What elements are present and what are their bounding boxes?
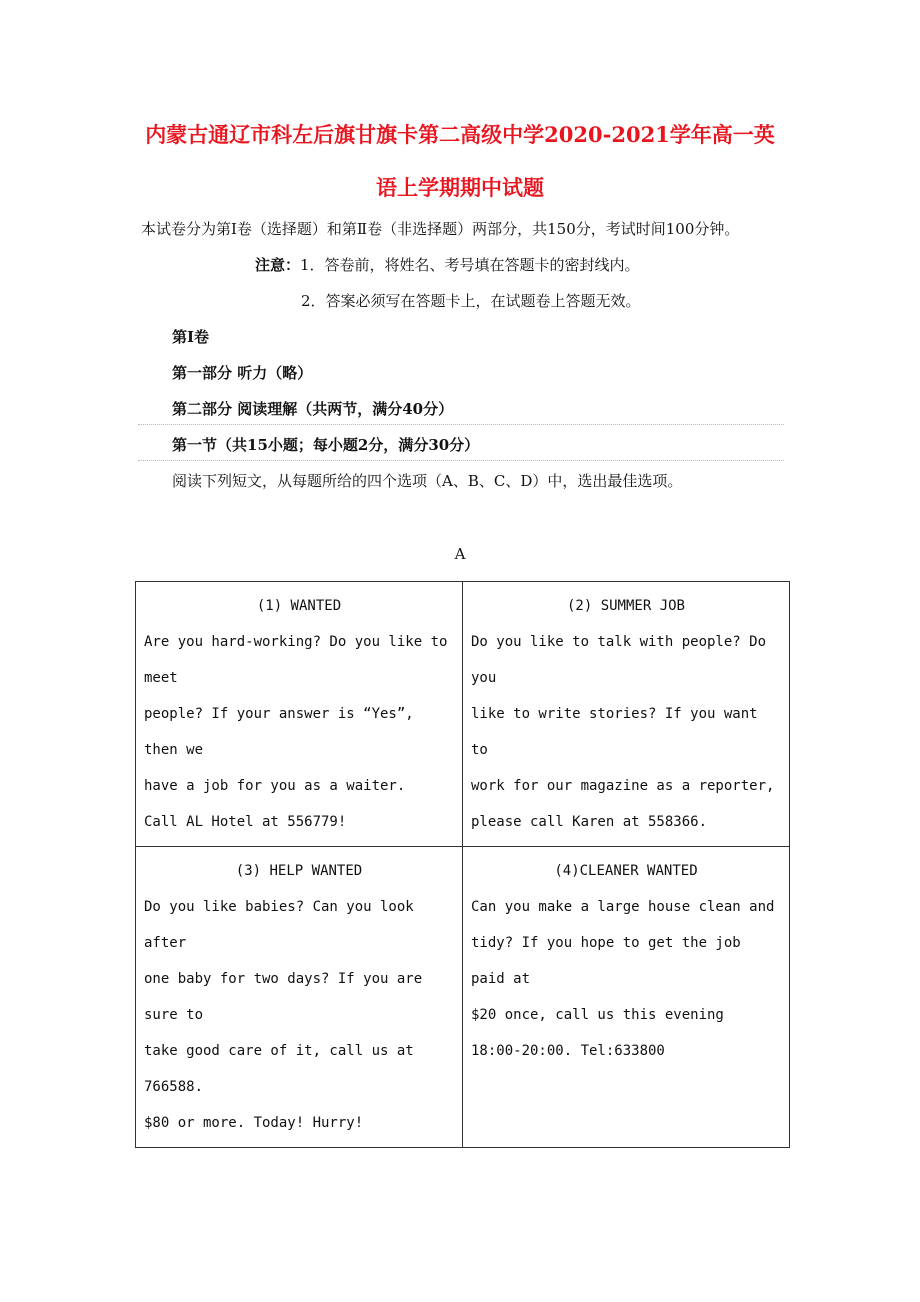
ad-line: Do you like to talk with people? Do you [471, 634, 767, 686]
ad-heading: (3) HELP WANTED [235, 863, 363, 879]
table-row [136, 582, 790, 847]
note-item-1: 1．答卷前，将姓名、考号填在答题卡的密封线内。 [300, 256, 640, 274]
ad-cell-summer-job [463, 582, 790, 847]
ad-heading: (1) WANTED [256, 598, 342, 614]
ad-line: Do you like babies? Can you look after [144, 899, 414, 951]
section1-heading: 第一节（共15小题；每小题2分，满分30分） [172, 436, 480, 454]
ad-line: Call AL Hotel at 556779! [144, 814, 347, 830]
ad-cell-wanted [136, 582, 463, 847]
part1-heading: 第一部分 听力（略） [172, 364, 313, 382]
ad-line: like to write stories? If you want to [471, 706, 758, 758]
reading-instruction: 阅读下列短文，从每题所给的四个选项（A、B、C、D）中，选出最佳选项。 [172, 472, 683, 490]
document-title-line-2: 语上学期期中试题 [376, 175, 544, 200]
note-row-1 [255, 254, 640, 275]
table-row [136, 847, 790, 1148]
ad-heading: (4)CLEANER WANTED [554, 863, 698, 879]
ad-line: work for our magazine as a reporter, [471, 778, 775, 794]
job-ads-table [135, 581, 790, 1148]
ad-line: 18:00-20:00. Tel:633800 [471, 1043, 665, 1059]
ad-heading: (2) SUMMER JOB [566, 598, 685, 614]
divider-dotted-bottom [138, 460, 784, 461]
ad-line: have a job for you as a waiter. [144, 778, 406, 794]
ad-line: Can you make a large house clean and [471, 899, 775, 915]
document-title-line-1: 内蒙古通辽市科左后旗甘旗卡第二高级中学2020-2021学年高一英 [145, 122, 775, 147]
ad-cell-help-wanted [136, 847, 463, 1148]
ad-line: take good care of it, call us at 766588. [144, 1043, 414, 1095]
divider-dotted-top [138, 424, 784, 425]
ad-cell-cleaner-wanted [463, 847, 790, 1148]
ad-line: tidy? If you hope to get the job paid at [471, 935, 741, 987]
ad-line: please call Karen at 558366. [471, 814, 708, 830]
exam-info: 本试卷分为第Ⅰ卷（选择题）和第Ⅱ卷（非选择题）两部分，共150分，考试时间100分钟。 [141, 220, 740, 238]
ad-line: one baby for two days? If you are sure to [144, 971, 423, 1023]
volume-heading: 第Ⅰ卷 [172, 328, 210, 346]
ad-line: people? If your answer is “Yes”, then we [144, 706, 414, 758]
passage-label: A [454, 545, 466, 563]
note-label: 注意： [255, 256, 301, 274]
ad-line: $20 once, call us this evening [471, 1007, 724, 1023]
ad-line: Are you hard-working? Do you like to meet [144, 634, 448, 686]
part2-heading: 第二部分 阅读理解（共两节，满分40分） [172, 400, 454, 418]
note-item-2: 2．答案必须写在答题卡上，在试题卷上答题无效。 [301, 292, 641, 310]
ad-line: $80 or more. Today! Hurry! [144, 1115, 364, 1131]
